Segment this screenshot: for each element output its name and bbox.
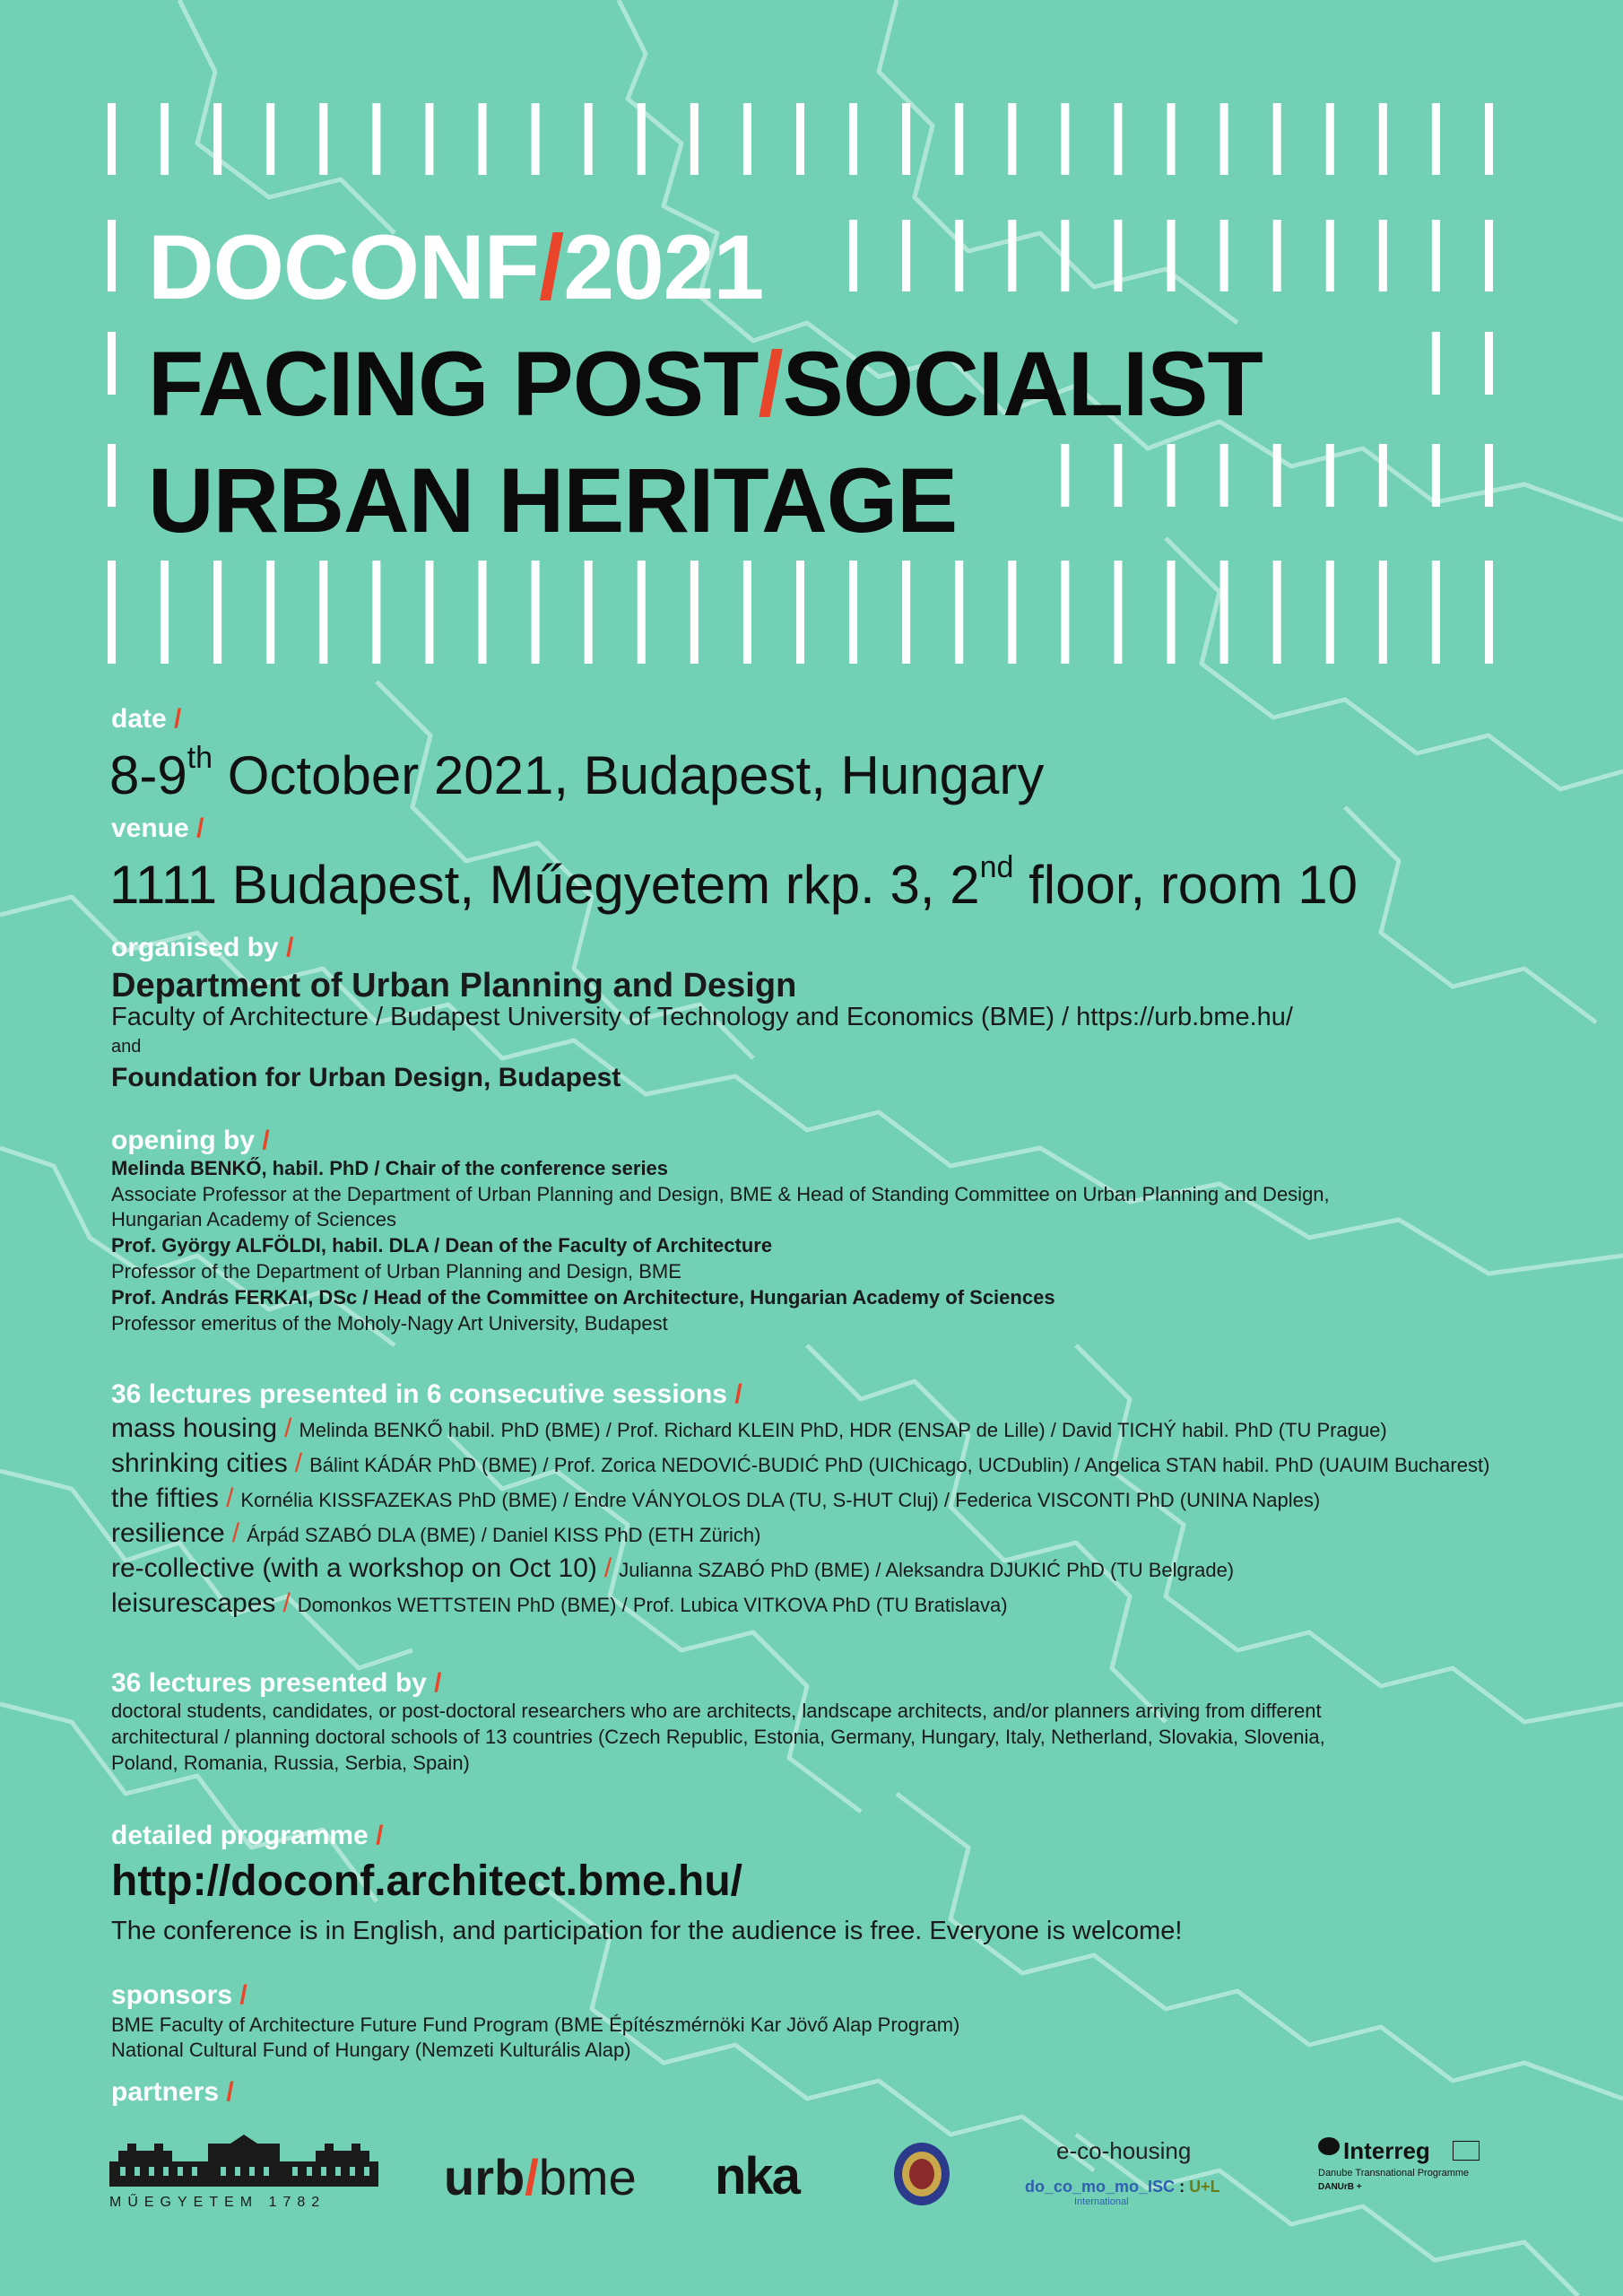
programme-url-link[interactable]: http://doconf.architect.bme.hu/ xyxy=(111,1857,742,1905)
organiser-department: Department of Urban Planning and Design xyxy=(111,967,797,1004)
stripe-bar xyxy=(1485,103,1493,175)
stripe-bar xyxy=(1114,444,1122,507)
stripe-bar xyxy=(213,103,221,175)
stripe-bar xyxy=(902,103,910,175)
session-row: mass housing / Melinda BENKŐ habil. PhD (BME) / Prof. Richard KLEIN PhD, HDR (ENSAP de Lille) / David TICHÝ habil. PhD (TU Prague) xyxy=(111,1413,1387,1443)
organised-label: organised by / xyxy=(111,933,294,962)
stripe-bar xyxy=(690,103,699,175)
stripe-bar xyxy=(1485,332,1493,395)
session-row: the fifties / Kornélia KISSFAZEKAS PhD (BME) / Endre VÁNYOLOS DLA (TU, S-HUT Cluj) / Federica VISCONTI PhD (UNINA Naples) xyxy=(111,1483,1321,1513)
stripe-bar xyxy=(638,561,646,664)
ecohousing-logo: e-co-housing xyxy=(1056,2137,1192,2164)
sessions-label: 36 lectures presented in 6 consecutive sessions / xyxy=(111,1379,742,1409)
stripe-bar xyxy=(1432,561,1440,664)
stripe-bar xyxy=(1008,103,1016,175)
stripe-bar xyxy=(1061,103,1069,175)
stripe-bar xyxy=(161,561,169,664)
venue-label: venue / xyxy=(111,813,204,843)
stripe-bar xyxy=(1379,561,1387,664)
stripe-bar xyxy=(1273,103,1281,175)
stripe-bar xyxy=(1167,444,1176,507)
stripe-bar xyxy=(1008,561,1016,664)
presented-by-text-2: architectural / planning doctoral schools of 13 countries (Czech Republic, Estonia, Germany, Hungary, Italy, Netherland, Slovakia, Slovenia, xyxy=(111,1726,1325,1748)
stripe-bar xyxy=(161,103,169,175)
stripe-bar xyxy=(849,103,857,175)
stripe-bar xyxy=(108,220,116,291)
partners-label: partners / xyxy=(111,2077,234,2107)
eu-flag-icon xyxy=(1453,2141,1480,2161)
stripe-bar xyxy=(1432,332,1440,395)
stripe-bar xyxy=(1114,103,1122,175)
opening-speaker-3-name: Prof. András FERKAI, DSc / Head of the Committee on Architecture, Hungarian Academy of Sciences xyxy=(111,1286,1055,1309)
stripe-bar xyxy=(955,103,963,175)
stripe-bar xyxy=(266,103,274,175)
stripe-bar xyxy=(108,444,116,507)
stripe-bar xyxy=(372,561,380,664)
stripe-bar xyxy=(1061,444,1069,507)
stripe-bar xyxy=(585,103,593,175)
stripe-bar xyxy=(108,332,116,395)
stripe-bar xyxy=(1273,444,1281,507)
sponsor-1: BME Faculty of Architecture Future Fund Program (BME Építészmérnöki Kar Jövő Alap Program) xyxy=(111,2013,960,2036)
programme-note: The conference is in English, and participation for the audience is free. Everyone is welcome! xyxy=(111,1917,1183,1945)
date-value: 8-9th October 2021, Budapest, Hungary xyxy=(109,741,1045,805)
session-row: resilience / Árpád SZABÓ DLA (BME) / Daniel KISS PhD (ETH Zürich) xyxy=(111,1518,761,1548)
stripe-bar xyxy=(1432,220,1440,291)
nka-logo: nka xyxy=(715,2147,799,2205)
stripe-bar xyxy=(1273,561,1281,664)
stripe-bar xyxy=(1379,103,1387,175)
stripe-bar xyxy=(425,103,433,175)
stripe-bar xyxy=(849,220,857,291)
stripe-bar xyxy=(479,103,487,175)
stripe-bar xyxy=(1485,561,1493,664)
stripe-bar xyxy=(425,561,433,664)
session-row: leisurescapes / Domonkos WETTSTEIN PhD (BME) / Prof. Lubica VITKOVA PhD (TU Bratislava) xyxy=(111,1588,1008,1618)
stripe-bar xyxy=(1167,561,1176,664)
stripe-bar xyxy=(1167,103,1176,175)
stripe-bar xyxy=(213,561,221,664)
stripe-bar xyxy=(1379,220,1387,291)
opening-speaker-1-name: Melinda BENKŐ, habil. PhD / Chair of the conference series xyxy=(111,1157,669,1179)
stripe-bar xyxy=(1326,103,1334,175)
stripe-bar xyxy=(1220,220,1228,291)
presented-by-label: 36 lectures presented by / xyxy=(111,1668,442,1698)
stripe-bar xyxy=(1485,220,1493,291)
stripe-bar xyxy=(1432,103,1440,175)
muegyetem-caption: MŰEGYETEM 1782 xyxy=(109,2195,326,2210)
stripe-bar xyxy=(743,561,751,664)
stripe-bar xyxy=(1220,561,1228,664)
stripe-bar xyxy=(1061,220,1069,291)
university-seal-logo xyxy=(892,2141,951,2207)
stripe-bar xyxy=(1114,220,1122,291)
venue-value: 1111 Budapest, Műegyetem rkp. 3, 2nd floor, room 10 xyxy=(109,850,1358,915)
stripe-bar xyxy=(1061,561,1069,664)
stripe-bar xyxy=(319,561,327,664)
opening-label: opening by / xyxy=(111,1126,270,1155)
stripe-bar xyxy=(1485,444,1493,507)
date-label: date / xyxy=(111,704,182,734)
opening-speaker-1-desc: Associate Professor at the Department of Urban Planning and Design, BME & Head of Standing Committee on Urban Planning and Design, xyxy=(111,1183,1330,1205)
stripe-bar xyxy=(266,561,274,664)
programme-label: detailed programme / xyxy=(111,1821,384,1850)
stripe-bar xyxy=(1379,444,1387,507)
docomomo-logo: do_co_mo_mo_ISC : U+L xyxy=(1025,2178,1220,2196)
stripe-bar xyxy=(372,103,380,175)
sponsor-2: National Cultural Fund of Hungary (Nemzeti Kulturális Alap) xyxy=(111,2039,631,2061)
urb-bme-logo: urb/bme xyxy=(444,2149,637,2205)
organiser-and: and xyxy=(111,1037,142,1057)
stripe-bar xyxy=(743,103,751,175)
stripe-bar xyxy=(1326,561,1334,664)
opening-speaker-2-desc: Professor of the Department of Urban Planning and Design, BME xyxy=(111,1260,681,1283)
stripe-bar xyxy=(108,561,116,664)
stripe-bar xyxy=(849,561,857,664)
muegyetem-logo xyxy=(109,2135,378,2210)
stripe-bar xyxy=(796,561,804,664)
conference-title: DOCONF/2021 xyxy=(148,216,764,318)
stripe-bar xyxy=(638,103,646,175)
stripe-bar xyxy=(1220,444,1228,507)
opening-speaker-3-desc: Professor emeritus of the Moholy-Nagy Art University, Budapest xyxy=(111,1312,668,1335)
interreg-logo: Interreg Danube Transnational Programme DANUrB + xyxy=(1318,2137,1488,2200)
conference-theme-line1: FACING POST/SOCIALIST xyxy=(148,333,1263,435)
session-row: shrinking cities / Bálint KÁDÁR PhD (BME) / Prof. Zorica NEDOVIĆ-BUDIĆ PhD (UIChicago, UCDublin) / Angelica STAN habil. PhD (UAUIM Bucharest) xyxy=(111,1448,1490,1478)
stripe-bar xyxy=(319,103,327,175)
stripe-bar xyxy=(108,103,116,175)
docomomo-caption: International xyxy=(1074,2196,1129,2207)
stripe-bar xyxy=(955,220,963,291)
stripe-bar xyxy=(479,561,487,664)
stripe-bar xyxy=(796,103,804,175)
presented-by-text-3: Poland, Romania, Russia, Serbia, Spain) xyxy=(111,1752,470,1774)
conference-theme-line2: URBAN HERITAGE xyxy=(148,449,958,552)
organiser-faculty: Faculty of Architecture / Budapest University of Technology and Economics (BME) / https://urb.bme.hu/ xyxy=(111,1003,1293,1031)
organiser-foundation: Foundation for Urban Design, Budapest xyxy=(111,1063,621,1092)
stripe-bar xyxy=(585,561,593,664)
interreg-mark-icon xyxy=(1318,2137,1340,2155)
stripe-bar xyxy=(1114,561,1122,664)
stripe-bar xyxy=(1326,444,1334,507)
stripe-bar xyxy=(1326,220,1334,291)
opening-speaker-2-name: Prof. György ALFÖLDI, habil. DLA / Dean of the Faculty of Architecture xyxy=(111,1234,773,1257)
opening-speaker-1-desc2: Hungarian Academy of Sciences xyxy=(111,1208,396,1231)
stripe-bar xyxy=(955,561,963,664)
stripe-bar xyxy=(1008,220,1016,291)
stripe-bar xyxy=(690,561,699,664)
stripe-bar xyxy=(1220,103,1228,175)
stripe-bar xyxy=(532,561,540,664)
session-row: re-collective (with a workshop on Oct 10) / Julianna SZABÓ PhD (BME) / Aleksandra DJUKIĆ PhD (TU Belgrade) xyxy=(111,1553,1235,1583)
presented-by-text-1: doctoral students, candidates, or post-doctoral researchers who are architects, landscape architects, and/or planners arriving from different xyxy=(111,1700,1322,1722)
stripe-bar xyxy=(1432,444,1440,507)
stripe-bar xyxy=(902,561,910,664)
stripe-bar xyxy=(902,220,910,291)
stripe-bar xyxy=(532,103,540,175)
sponsors-label: sponsors / xyxy=(111,1980,247,2010)
stripe-bar xyxy=(1167,220,1176,291)
stripe-bar xyxy=(1273,220,1281,291)
